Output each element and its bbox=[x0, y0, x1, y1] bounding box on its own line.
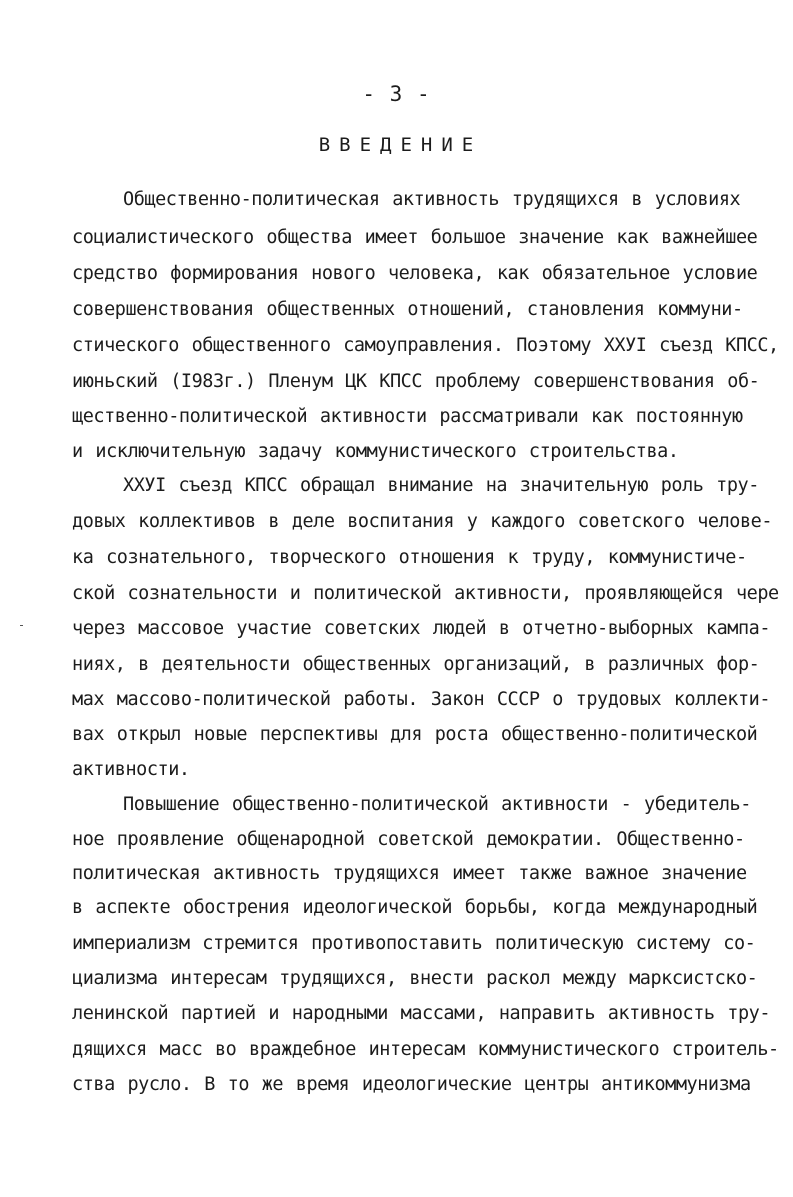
text-line: активности. bbox=[72, 759, 190, 780]
text-line: ХХУI съезд КПСС обращал внимание на значительную роль тру- bbox=[123, 475, 759, 496]
text-line: и исключительную задачу коммунистического строительства. bbox=[72, 441, 679, 462]
text-line: империализм стремится противопоставить политическую систему со- bbox=[72, 933, 756, 954]
page-number: - 3 - bbox=[362, 82, 431, 106]
text-line: социалистического общества имеет большое значение как важнейшее bbox=[72, 227, 758, 248]
text-line: средство формирования нового человека, как обязательное условие bbox=[72, 263, 758, 284]
text-line: дящихся масс во враждебное интересам коммунистического строитель- bbox=[72, 1039, 779, 1060]
text-line: ленинской партией и народными массами, направить активность тру- bbox=[72, 1003, 771, 1024]
text-line: довых коллективов в деле воспитания у каждого советского челове- bbox=[72, 511, 773, 532]
margin-mark bbox=[20, 625, 23, 626]
text-line: ное проявление общенародной советской демократии. Общественно- bbox=[72, 829, 745, 850]
text-line: через массовое участие советских людей в отчетно-выборных кампа- bbox=[72, 618, 771, 639]
text-line: июньский (I983г.) Пленум ЦК КПСС проблему совершенствования об- bbox=[72, 371, 760, 392]
section-heading: ВВЕДЕНИЕ bbox=[318, 134, 483, 156]
text-line: ниях, в деятельности общественных организаций, в различных фор- bbox=[72, 654, 760, 675]
text-line: политическая активность трудящихся имеет также важное значение bbox=[72, 863, 747, 884]
text-line: вах открыл новые перспективы для роста общественно-политической bbox=[72, 724, 758, 745]
text-line: стического общественного самоуправления. Поэтому ХХУI съезд КПСС, bbox=[72, 335, 779, 356]
text-line: мах массово-политической работы. Закон СССР о трудовых коллекти- bbox=[72, 689, 771, 710]
text-line: совершенствования общественных отношений, становления коммуни- bbox=[72, 299, 743, 320]
text-line: ства русло. В то же время идеологические центры антикоммунизма bbox=[72, 1074, 751, 1095]
text-line: ка сознательного, творческого отношения к труду, коммунистиче- bbox=[72, 547, 747, 568]
text-line: Повышение общественно-политической активности - убедитель- bbox=[123, 794, 751, 815]
text-line: ской сознательности и политической активности, проявляющейся чере bbox=[72, 583, 779, 604]
text-line: Общественно-политическая активность трудящихся в условиях bbox=[123, 189, 741, 210]
text-line: в аспекте обострения идеологической борьбы, когда международный bbox=[72, 897, 758, 918]
text-line: циализма интересам трудящихся, внести раскол между марксистско- bbox=[72, 968, 758, 989]
text-line: щественно-политической активности рассматривали как постоянную bbox=[72, 406, 743, 427]
